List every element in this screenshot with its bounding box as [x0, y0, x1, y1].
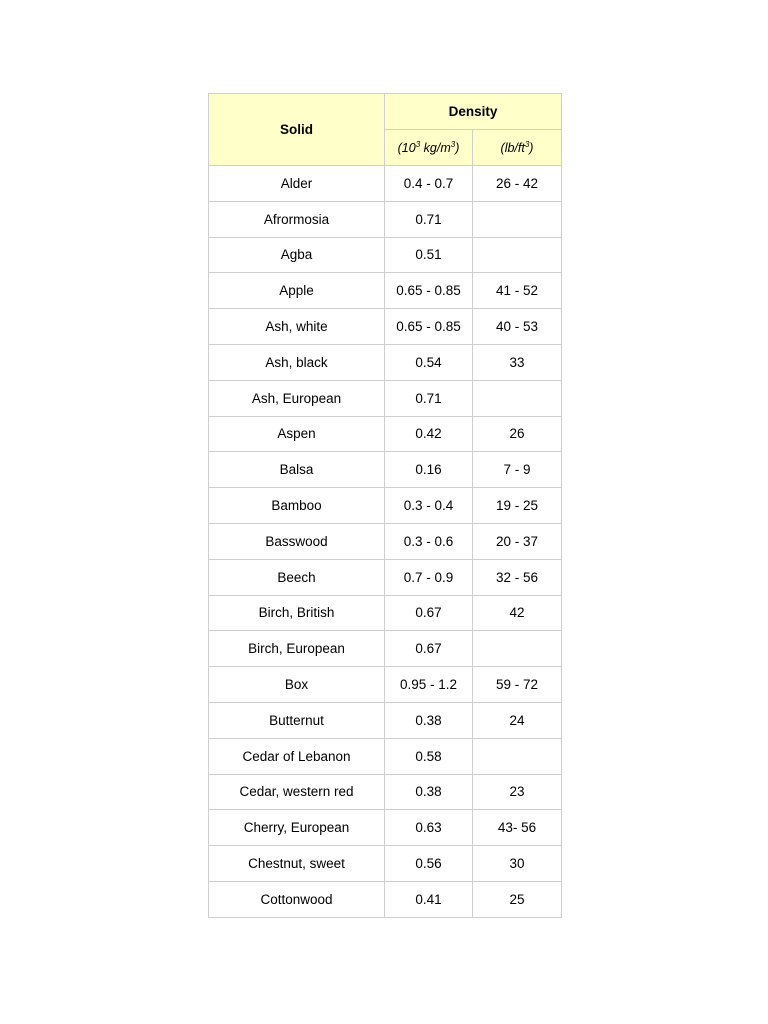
cell-density-imperial: 33 — [473, 344, 562, 380]
density-table — [208, 93, 562, 918]
table-row — [209, 667, 562, 703]
cell-density-imperial: 43- 56 — [473, 810, 562, 846]
cell-density-metric: 0.41 — [385, 881, 473, 917]
table-row — [209, 559, 562, 595]
cell-density-metric: 0.38 — [385, 774, 473, 810]
table-row — [209, 523, 562, 559]
cell-density-metric: 0.3 - 0.4 — [385, 488, 473, 524]
unit-metric-exponent: 3 — [415, 139, 421, 149]
cell-solid: Cherry, European — [209, 810, 385, 846]
cell-solid: Cedar, western red — [209, 774, 385, 810]
unit-metric-mid: kg/m — [420, 140, 451, 155]
cell-density-imperial: 23 — [473, 774, 562, 810]
header-unit-metric — [385, 130, 473, 166]
cell-density-imperial — [473, 201, 562, 237]
table-row — [209, 846, 562, 882]
header-unit-imperial — [473, 130, 562, 166]
unit-imperial-suffix: ) — [529, 140, 534, 155]
table-row — [209, 416, 562, 452]
cell-density-metric: 0.67 — [385, 595, 473, 631]
cell-density-metric: 0.38 — [385, 702, 473, 738]
table-row — [209, 237, 562, 273]
cell-density-metric: 0.58 — [385, 738, 473, 774]
cell-density-metric: 0.54 — [385, 344, 473, 380]
cell-solid: Ash, black — [209, 344, 385, 380]
table-row — [209, 344, 562, 380]
table-header — [209, 94, 562, 166]
cell-density-metric: 0.56 — [385, 846, 473, 882]
cell-density-metric: 0.95 - 1.2 — [385, 667, 473, 703]
cell-density-imperial: 26 - 42 — [473, 166, 562, 202]
cell-density-imperial — [473, 738, 562, 774]
table-row — [209, 881, 562, 917]
cell-solid: Beech — [209, 559, 385, 595]
cell-solid: Afrormosia — [209, 201, 385, 237]
table-row — [209, 309, 562, 345]
cell-solid: Birch, European — [209, 631, 385, 667]
table-body — [209, 166, 562, 918]
cell-solid: Agba — [209, 237, 385, 273]
unit-metric-suffix: ) — [455, 140, 460, 155]
unit-imperial-prefix: (lb/ft — [500, 140, 525, 155]
header-solid: Solid — [209, 94, 385, 166]
table-row — [209, 810, 562, 846]
cell-density-imperial: 24 — [473, 702, 562, 738]
cell-solid: Cottonwood — [209, 881, 385, 917]
table-row — [209, 488, 562, 524]
unit-metric-prefix: (10 — [397, 140, 416, 155]
table-row — [209, 166, 562, 202]
table-row — [209, 774, 562, 810]
cell-solid: Cedar of Lebanon — [209, 738, 385, 774]
cell-density-metric: 0.63 — [385, 810, 473, 846]
table-row — [209, 631, 562, 667]
cell-solid: Birch, British — [209, 595, 385, 631]
cell-solid: Box — [209, 667, 385, 703]
cell-density-metric: 0.7 - 0.9 — [385, 559, 473, 595]
cell-density-metric: 0.67 — [385, 631, 473, 667]
cell-solid: Chestnut, sweet — [209, 846, 385, 882]
cell-solid: Alder — [209, 166, 385, 202]
unit-imperial-exponent: 3 — [524, 139, 530, 149]
cell-solid: Bamboo — [209, 488, 385, 524]
cell-density-metric: 0.71 — [385, 380, 473, 416]
cell-density-imperial: 25 — [473, 881, 562, 917]
cell-density-metric: 0.42 — [385, 416, 473, 452]
cell-density-metric: 0.4 - 0.7 — [385, 166, 473, 202]
cell-density-imperial: 42 — [473, 595, 562, 631]
unit-metric-exponent-2: 3 — [450, 139, 456, 149]
cell-solid: Butternut — [209, 702, 385, 738]
cell-density-metric: 0.16 — [385, 452, 473, 488]
cell-density-imperial: 32 - 56 — [473, 559, 562, 595]
table-row — [209, 273, 562, 309]
cell-solid: Ash, white — [209, 309, 385, 345]
cell-density-metric: 0.51 — [385, 237, 473, 273]
table-row — [209, 380, 562, 416]
cell-density-imperial — [473, 380, 562, 416]
cell-density-imperial: 19 - 25 — [473, 488, 562, 524]
table-row — [209, 452, 562, 488]
cell-solid: Basswood — [209, 523, 385, 559]
cell-density-metric: 0.3 - 0.6 — [385, 523, 473, 559]
cell-solid: Aspen — [209, 416, 385, 452]
cell-solid: Balsa — [209, 452, 385, 488]
cell-density-imperial — [473, 237, 562, 273]
table-row — [209, 702, 562, 738]
cell-density-imperial: 7 - 9 — [473, 452, 562, 488]
cell-density-imperial: 30 — [473, 846, 562, 882]
table-row — [209, 595, 562, 631]
cell-density-metric: 0.65 - 0.85 — [385, 273, 473, 309]
cell-density-imperial: 59 - 72 — [473, 667, 562, 703]
cell-density-metric: 0.71 — [385, 201, 473, 237]
cell-density-imperial: 40 - 53 — [473, 309, 562, 345]
cell-density-metric: 0.65 - 0.85 — [385, 309, 473, 345]
cell-density-imperial: 41 - 52 — [473, 273, 562, 309]
cell-solid: Ash, European — [209, 380, 385, 416]
cell-solid: Apple — [209, 273, 385, 309]
cell-density-imperial: 20 - 37 — [473, 523, 562, 559]
header-density: Density — [385, 94, 562, 130]
table-row — [209, 738, 562, 774]
cell-density-imperial — [473, 631, 562, 667]
table-row — [209, 201, 562, 237]
cell-density-imperial: 26 — [473, 416, 562, 452]
